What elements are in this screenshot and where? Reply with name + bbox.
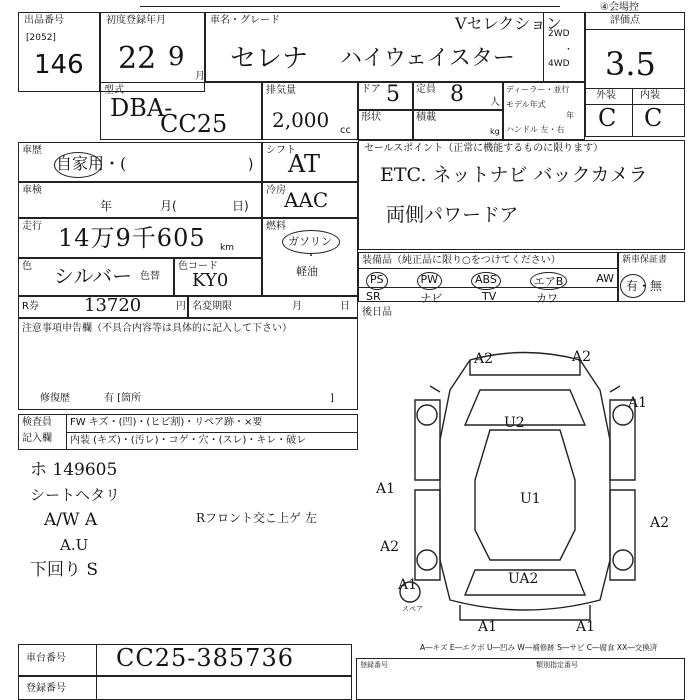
ext-grade: C <box>598 104 617 132</box>
chassis-label: 車台番号 <box>26 653 66 664</box>
ac-value: AAC <box>284 188 329 212</box>
mark-a1-left: A1 <box>376 481 396 497</box>
limit-day: 日 <box>340 301 350 312</box>
grade: ハイウェイスター <box>340 46 515 71</box>
equip-row1-item-1: PW <box>417 272 443 290</box>
handle-year: 年 <box>566 111 574 120</box>
venue-stamp: ④会場控 <box>600 2 639 13</box>
note-line4: A.U <box>60 536 89 554</box>
color-value: シルバー <box>54 264 133 288</box>
colorcode-value: KY0 <box>192 270 229 291</box>
reg-label: 登録番号 <box>26 683 66 694</box>
warranty-value: 有・無 <box>626 279 663 293</box>
capacity-unit: 人 <box>490 97 500 108</box>
legend-label1: 類別指定番号 <box>536 661 578 669</box>
note-line2: シートヘタリ <box>30 486 121 504</box>
int-grade: C <box>644 104 663 132</box>
mark-a1-rear-left: A1 <box>478 619 498 635</box>
declare-label: 注意事項申告欄（不具合内容等は具体的に記入して下さい） <box>22 323 292 334</box>
model-year-label: モデル年式 <box>506 100 546 109</box>
fuel-gas: ガソリン <box>288 235 332 248</box>
equip-row1-item-4: AW <box>596 272 614 285</box>
grade-extra: Vセレクション <box>455 14 562 33</box>
capacity-label: 定員 <box>416 84 436 95</box>
inspection-box <box>18 182 262 218</box>
int-label: 内装 <box>640 90 660 101</box>
car-diagram <box>360 330 690 640</box>
colorcode-label: 色コード <box>178 261 218 272</box>
lot-number: 146 <box>34 50 84 80</box>
ac-label: 冷房 <box>266 185 286 196</box>
first-reg-label: 初度登録年月 <box>106 15 166 26</box>
equip-row2 <box>366 290 558 306</box>
load-unit: kg <box>490 127 500 136</box>
mark-ua2: UA2 <box>508 571 539 587</box>
score-value: 3.5 <box>605 45 656 83</box>
shape-label: 形状 <box>361 112 381 123</box>
repair-close: ] <box>330 393 334 404</box>
color-label: 色 <box>22 261 32 272</box>
first-reg-year: 22 <box>118 41 157 76</box>
limit-month: 月 <box>292 301 302 312</box>
inspector-label2: 記入欄 <box>22 433 52 444</box>
recycle-value: 13720 <box>84 295 142 316</box>
mileage-label: 走行 <box>22 221 42 232</box>
inspection-label: 車検 <box>22 185 42 196</box>
mark-a2-left: A2 <box>380 539 400 555</box>
note-line1: ホ 149605 <box>30 460 118 480</box>
sales-box <box>358 140 685 250</box>
load-label: 積載 <box>416 112 436 123</box>
dealer-label: ディーラー・並行 <box>506 85 570 94</box>
spare-label: スペア <box>402 605 423 613</box>
car-name: セレナ <box>230 44 309 74</box>
mark-u2: U2 <box>504 415 525 431</box>
mark-u1: U1 <box>520 491 541 507</box>
mark-a1-rear-right: A1 <box>576 619 596 635</box>
ext-label: 外装 <box>596 90 616 101</box>
note-line5: 下回り S <box>30 560 99 580</box>
equip-row1-item-3: エアB <box>530 272 568 290</box>
legend-label2: 登録番号 <box>360 661 388 669</box>
shift-value: AT <box>288 150 321 178</box>
drive-2wd: 2WD <box>548 29 570 39</box>
cc-value: 2,000 <box>272 108 330 132</box>
equip-row2-item-0: SR <box>366 290 381 303</box>
inspector-label1: 検査員 <box>22 417 52 428</box>
score-label: 評価点 <box>610 15 640 26</box>
model-1: DBA- <box>110 94 173 122</box>
door-value: 5 <box>386 82 400 107</box>
reg-box <box>18 676 352 700</box>
top-title-fragment <box>140 0 560 7</box>
legend-box <box>356 658 685 700</box>
limit-label: 名変期限 <box>192 301 232 312</box>
recycle-unit: 円 <box>176 301 186 312</box>
sales-title: セールスポイント（正常に機能するものに限ります） <box>364 143 604 154</box>
repair-value: 有 [箇所 <box>104 393 142 404</box>
repair-label: 修復歴 <box>40 393 70 404</box>
history-value: 自家用・( <box>56 154 127 173</box>
mileage-unit: km <box>220 243 234 253</box>
legend-text: A―キズ E―エクボ U―凹み W―補修跡 S―サビ C―腐食 XX―交換済 <box>420 643 658 652</box>
model-2: CC25 <box>160 110 228 138</box>
chassis-value: CC25-385736 <box>116 644 294 672</box>
inspector-row2: 内装 (キズ)・(汚レ)・コゲ・穴・(スレ)・キレ・破レ <box>70 435 307 446</box>
drive-4wd: 4WD <box>548 59 570 69</box>
cc-unit: cc <box>340 125 351 136</box>
lot-label: 出品番号 <box>24 15 64 26</box>
note-line6: Rフロント交こ上ゲ 左 <box>196 511 317 525</box>
inspection-month: 月( <box>160 199 177 213</box>
sales-line2: 両側パワードア <box>386 204 519 226</box>
new-label: 新車保証書 <box>622 255 668 265</box>
equip-row1-item-0: PS <box>366 272 388 290</box>
history-close: ) <box>248 157 254 173</box>
mileage-value: 14万9千605 <box>58 224 206 252</box>
recycle-label: R券 <box>22 301 39 312</box>
shift-label: シフト <box>266 145 296 156</box>
capacity-value: 8 <box>450 82 464 107</box>
recolor-label: 色替 <box>140 271 160 282</box>
mark-a2-right: A2 <box>650 515 670 531</box>
door-label: ドア <box>361 84 381 95</box>
history-label: 車歴 <box>22 145 42 156</box>
lot-sub: [2052] <box>26 33 56 43</box>
cc-label: 排気量 <box>266 85 296 96</box>
equip-row2-item-1: ナビ <box>420 292 443 305</box>
sales-line1: ETC. ネットナビ バックカメラ <box>380 164 648 186</box>
handle-label: ハンドル 左・右 <box>506 125 565 134</box>
equip-row2-item-2: TV <box>482 290 497 303</box>
name-label: 車名・グレード <box>210 15 280 26</box>
fuel-label: 燃料 <box>266 221 286 232</box>
inspection-day: 日) <box>232 199 249 213</box>
first-reg-unit: 月 <box>195 71 205 82</box>
inspector-row1: FW キズ・(凹)・(ヒビ割)・リペア跡・×要 <box>70 417 263 428</box>
equip-row1-item-2: ABS <box>471 272 501 290</box>
after-label: 後日品 <box>362 307 392 318</box>
inspection-year: 年 <box>100 199 113 213</box>
fuel-diesel: 軽油 <box>296 265 318 278</box>
equip-row2-item-3: カワ <box>536 292 558 305</box>
first-reg-month: 9 <box>168 42 185 72</box>
equip-title: 装備品（純正品に限り○をつけてください） <box>362 255 561 266</box>
mark-a2-front-right: A2 <box>572 349 592 365</box>
model-label: 型式 <box>104 85 124 96</box>
mark-a1-spare: A1 <box>398 577 418 593</box>
mark-a2-front-left: A2 <box>474 351 494 367</box>
mark-a1-right-mirror: A1 <box>628 395 648 411</box>
note-line3: A/W A <box>44 510 98 530</box>
